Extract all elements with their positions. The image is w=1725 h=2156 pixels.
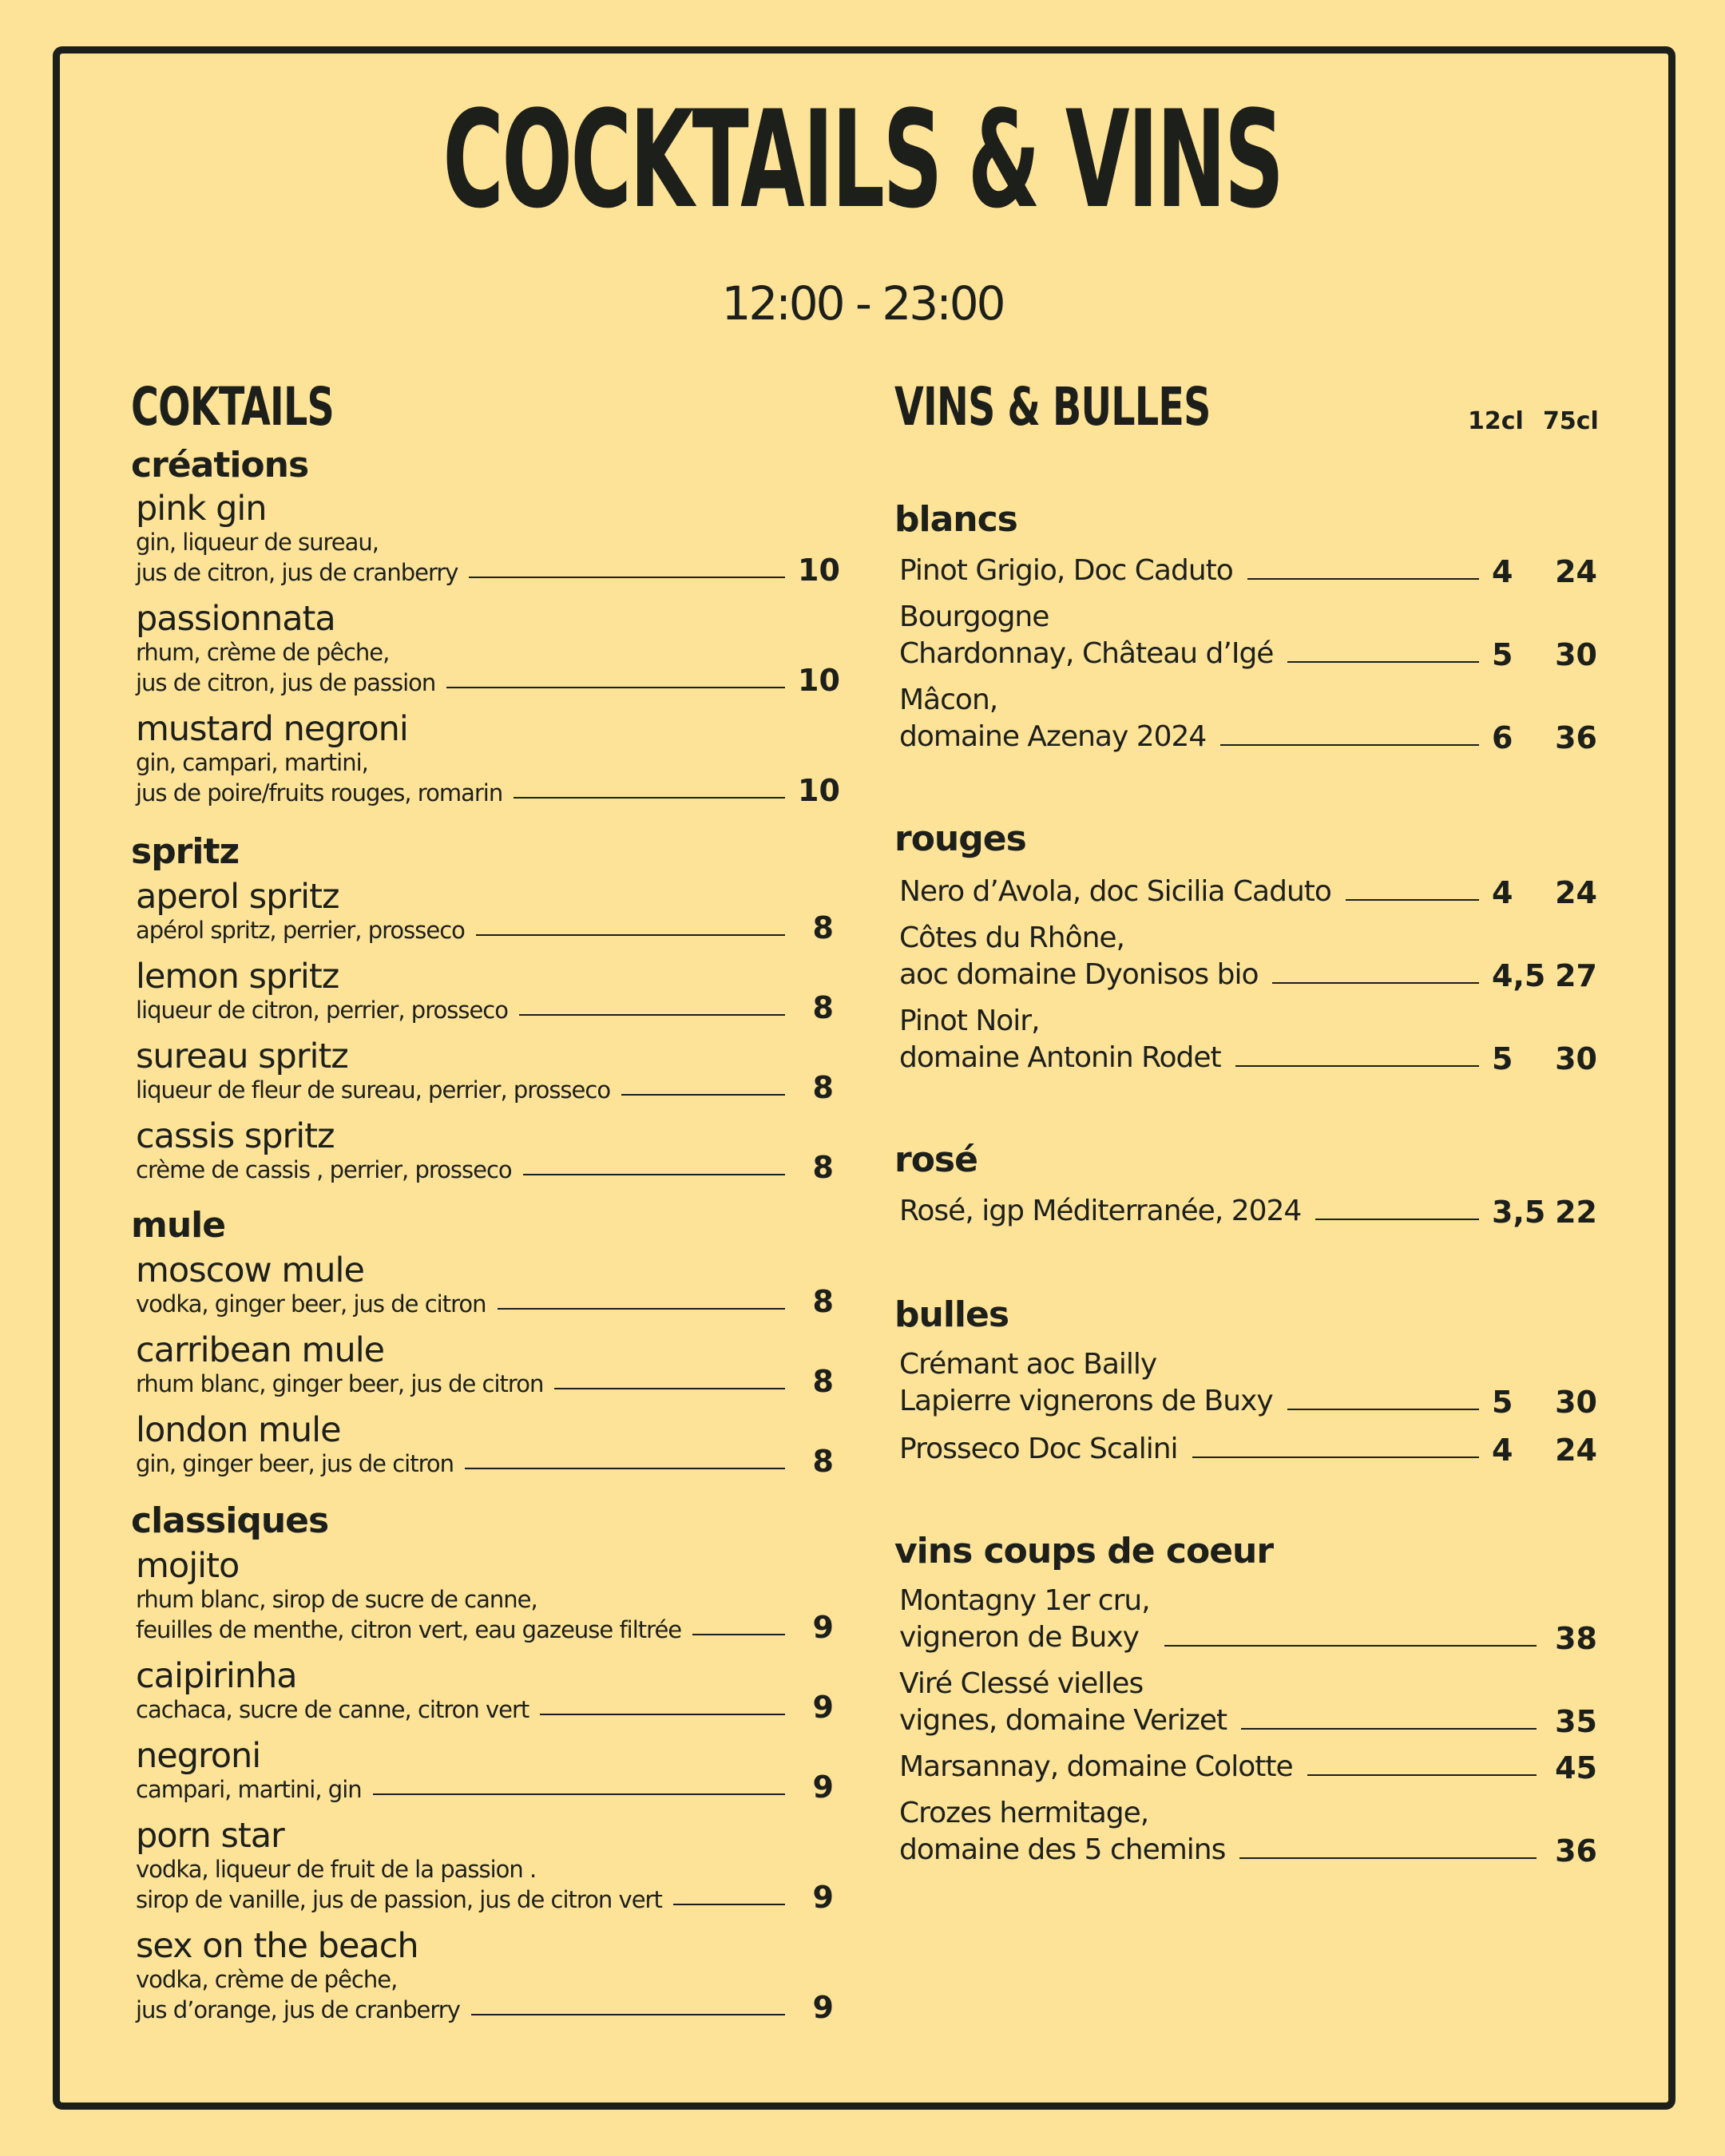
wine-item	[899, 553, 1597, 589]
cocktail-price: 10	[798, 663, 840, 698]
cocktail-desc: gin, campari, martini,	[136, 749, 368, 776]
cocktail-name: aperol spritz	[136, 877, 339, 917]
cocktail-price: 9	[812, 1770, 834, 1805]
dotted-leader	[519, 1014, 785, 1016]
section-rose: rosé	[894, 1139, 978, 1180]
cocktail-desc: gin, liqueur de sureau,	[136, 529, 379, 556]
dotted-leader	[469, 577, 785, 578]
dotted-leader	[540, 1714, 785, 1715]
cocktail-name: sex on the beach	[136, 1926, 418, 1966]
cocktail-name: mojito	[136, 1546, 240, 1586]
wine-name: vignes, domaine Verizet	[899, 1704, 1227, 1737]
cocktail-price: 8	[812, 1444, 834, 1479]
section-creations: créations	[131, 445, 309, 485]
wine-price-12cl: 5	[1492, 1041, 1513, 1076]
wine-item	[899, 1431, 1597, 1468]
cocktail-desc: rhum blanc, sirop de sucre de canne,	[136, 1586, 537, 1613]
cocktail-name: moscow mule	[136, 1250, 364, 1290]
wines-heading: VINS & BULLES	[894, 376, 1211, 438]
size-12cl-header: 12cl	[1468, 407, 1524, 435]
cocktail-desc: vodka, crème de pêche,	[136, 1966, 398, 1993]
dotted-leader	[1247, 578, 1479, 580]
wine-price-75cl: 30	[1555, 1041, 1597, 1076]
wine-price-12cl: 4	[1492, 875, 1513, 910]
wine-name: Mâcon,	[899, 684, 998, 716]
cocktail-price: 9	[812, 1990, 834, 2025]
wine-price-75cl: 24	[1555, 875, 1597, 910]
cocktail-name: negroni	[136, 1736, 261, 1776]
wine-price-12cl: 4,5	[1492, 958, 1546, 993]
cocktails-heading: COKTAILS	[131, 376, 335, 438]
wine-name: Lapierre vignerons de Buxy	[899, 1385, 1273, 1417]
dotted-leader	[498, 1308, 785, 1310]
cocktail-price: 8	[812, 1070, 834, 1105]
wine-price-12cl: 4	[1492, 1433, 1513, 1468]
wine-price-12cl: 4	[1492, 554, 1513, 589]
wine-price-75cl: 35	[1555, 1704, 1597, 1739]
wine-name: domaine des 5 chemins	[899, 1833, 1226, 1866]
cocktail-desc: crème de cassis , perrier, prosseco	[136, 1156, 512, 1183]
cocktail-desc: jus de citron, jus de cranberry	[136, 559, 458, 586]
dotted-leader	[1315, 1219, 1479, 1220]
wine-name: domaine Azenay 2024	[899, 720, 1207, 753]
cocktail-price: 8	[812, 1364, 834, 1399]
wine-name: Pinot Grigio, Doc Caduto	[899, 554, 1233, 587]
section-blancs: blancs	[894, 499, 1017, 540]
dotted-leader	[1235, 1065, 1479, 1067]
wine-price-12cl: 6	[1492, 720, 1513, 755]
wine-item	[899, 1795, 1597, 1869]
cocktail-name: carribean mule	[136, 1330, 385, 1370]
dotted-leader	[1220, 744, 1479, 746]
cocktail-name: passionnata	[136, 599, 335, 639]
wine-price-12cl: 5	[1492, 1385, 1513, 1420]
wine-price-12cl: 5	[1492, 637, 1513, 672]
section-spritz: spritz	[131, 831, 240, 872]
wine-name: Rosé, igp Méditerranée, 2024	[899, 1195, 1302, 1227]
wine-name: Bourgogne	[899, 600, 1049, 633]
dotted-leader	[1346, 899, 1479, 901]
wine-name: Crémant aoc Bailly	[899, 1348, 1157, 1381]
dotted-leader	[465, 1468, 785, 1469]
dotted-leader	[1192, 1456, 1479, 1458]
wine-price-75cl: 27	[1555, 958, 1597, 993]
dotted-leader	[1272, 982, 1479, 984]
cocktail-price: 9	[812, 1690, 834, 1725]
dotted-leader	[523, 1174, 785, 1175]
cocktail-name: porn star	[136, 1816, 284, 1856]
cocktail-desc: apérol spritz, perrier, prosseco	[136, 917, 465, 944]
cocktail-name: cassis spritz	[136, 1116, 335, 1156]
wine-name: Pinot Noir,	[899, 1005, 1040, 1037]
wine-item	[899, 874, 1597, 910]
dotted-leader	[1239, 1857, 1537, 1859]
wine-price-12cl: 3,5	[1492, 1195, 1546, 1230]
wine-price-75cl: 36	[1555, 1833, 1597, 1869]
cocktail-price: 9	[812, 1610, 834, 1645]
dotted-leader	[673, 1904, 785, 1905]
cocktail-item	[136, 1038, 834, 1105]
wine-item	[899, 1583, 1597, 1656]
wine-price-75cl: 38	[1555, 1621, 1597, 1656]
cocktail-desc: jus de citron, jus de passion	[136, 669, 436, 696]
cocktail-item	[136, 1332, 834, 1399]
cocktail-item	[136, 1658, 834, 1725]
cocktail-desc: rhum blanc, ginger beer, jus de citron	[136, 1370, 544, 1397]
cocktail-item	[136, 1412, 834, 1479]
cocktail-item	[136, 1738, 834, 1805]
dotted-leader	[1164, 1645, 1537, 1647]
dotted-leader	[1241, 1728, 1537, 1730]
wine-name: Prosseco Doc Scalini	[899, 1433, 1178, 1465]
dotted-leader	[471, 2014, 785, 2015]
cocktail-price: 10	[798, 773, 840, 808]
wine-name: Nero d’Avola, doc Sicilia Caduto	[899, 875, 1331, 908]
dotted-leader	[476, 934, 785, 936]
wine-item	[899, 1346, 1597, 1420]
dotted-leader	[373, 1793, 785, 1795]
wine-name: Viré Clessé vielles	[899, 1667, 1144, 1700]
cocktail-desc: liqueur de citron, perrier, prosseco	[136, 997, 508, 1024]
section-mule: mule	[131, 1205, 226, 1246]
wine-name: Marsannay, domaine Colotte	[899, 1750, 1293, 1783]
wine-name: domaine Antonin Rodet	[899, 1041, 1221, 1074]
cocktail-desc: liqueur de fleur de sureau, perrier, prosseco	[136, 1076, 611, 1104]
cocktail-name: caipirinha	[136, 1656, 297, 1696]
wine-price-75cl: 22	[1555, 1195, 1597, 1230]
dotted-leader	[1307, 1774, 1537, 1776]
wine-item	[899, 1666, 1597, 1739]
cocktail-item	[136, 1817, 834, 1915]
cocktail-price: 9	[812, 1880, 834, 1915]
wine-item	[899, 920, 1597, 993]
dotted-leader	[514, 797, 785, 799]
cocktail-desc: jus de poire/fruits rouges, romarin	[136, 779, 503, 807]
wine-item	[899, 1193, 1597, 1230]
cocktail-item	[136, 958, 834, 1025]
cocktail-price: 8	[812, 1150, 834, 1185]
wine-price-75cl: 24	[1555, 554, 1597, 589]
cocktail-item	[136, 599, 840, 698]
cocktail-desc: feuilles de menthe, citron vert, eau gazeuse filtrée	[136, 1616, 682, 1643]
section-rouges: rouges	[894, 818, 1026, 859]
cocktail-item	[136, 709, 840, 808]
dotted-leader	[692, 1634, 785, 1635]
cocktail-desc: rhum, crème de pêche,	[136, 639, 390, 666]
wine-item	[899, 682, 1597, 755]
cocktail-desc: cachaca, sucre de canne, citron vert	[136, 1696, 529, 1723]
wine-name: aoc domaine Dyonisos bio	[899, 958, 1259, 991]
wine-price-75cl: 24	[1555, 1433, 1597, 1468]
section-classiques: classiques	[131, 1500, 329, 1541]
cocktail-name: pink gin	[136, 489, 267, 529]
cocktail-item	[136, 1252, 834, 1319]
cocktail-item	[136, 1548, 834, 1645]
dotted-leader	[446, 687, 785, 688]
section-bulles: bulles	[894, 1294, 1009, 1335]
cocktail-desc: campari, martini, gin	[136, 1776, 362, 1803]
cocktail-desc: gin, ginger beer, jus de citron	[136, 1450, 454, 1477]
cocktail-price: 10	[798, 553, 840, 588]
wine-price-75cl: 30	[1555, 1385, 1597, 1420]
wine-name: Crozes hermitage,	[899, 1797, 1149, 1829]
size-75cl-header: 75cl	[1543, 407, 1599, 435]
menu-title: COCKTAILS & VINS	[442, 81, 1283, 238]
cocktail-item	[136, 1118, 834, 1185]
cocktail-price: 8	[812, 910, 834, 945]
wine-price-75cl: 45	[1555, 1750, 1597, 1785]
wine-item	[899, 1003, 1597, 1076]
cocktail-desc: vodka, liqueur de fruit de la passion .	[136, 1856, 537, 1883]
cocktail-name: london mule	[136, 1410, 341, 1450]
dotted-leader	[554, 1388, 785, 1389]
cocktail-name: lemon spritz	[136, 957, 339, 997]
cocktail-item	[136, 489, 840, 588]
cocktail-price: 8	[812, 1284, 834, 1319]
wine-name: vigneron de Buxy	[899, 1621, 1139, 1654]
opening-hours: 12:00 - 23:00	[721, 276, 1004, 331]
dotted-leader	[1287, 661, 1479, 663]
wine-name: Côtes du Rhône,	[899, 921, 1124, 954]
cocktail-name: mustard negroni	[136, 709, 408, 749]
dotted-leader	[621, 1094, 785, 1096]
cocktail-desc: sirop de vanille, jus de passion, jus de citron vert	[136, 1886, 662, 1913]
wine-item	[899, 599, 1597, 672]
wine-price-75cl: 30	[1555, 637, 1597, 672]
wine-name: Montagny 1er cru,	[899, 1584, 1150, 1617]
section-coups-de-coeur: vins coups de coeur	[894, 1531, 1274, 1571]
dotted-leader	[1287, 1409, 1479, 1410]
cocktail-desc: vodka, ginger beer, jus de citron	[136, 1290, 486, 1318]
wine-item	[899, 1749, 1597, 1785]
cocktail-price: 8	[812, 990, 834, 1025]
cocktail-name: sureau spritz	[136, 1036, 348, 1076]
cocktail-desc: jus d’orange, jus de cranberry	[136, 1996, 460, 2023]
wine-price-75cl: 36	[1555, 720, 1597, 755]
wine-name: Chardonnay, Château d’Igé	[899, 637, 1274, 670]
cocktail-item	[136, 1928, 834, 2025]
cocktail-item	[136, 878, 834, 945]
